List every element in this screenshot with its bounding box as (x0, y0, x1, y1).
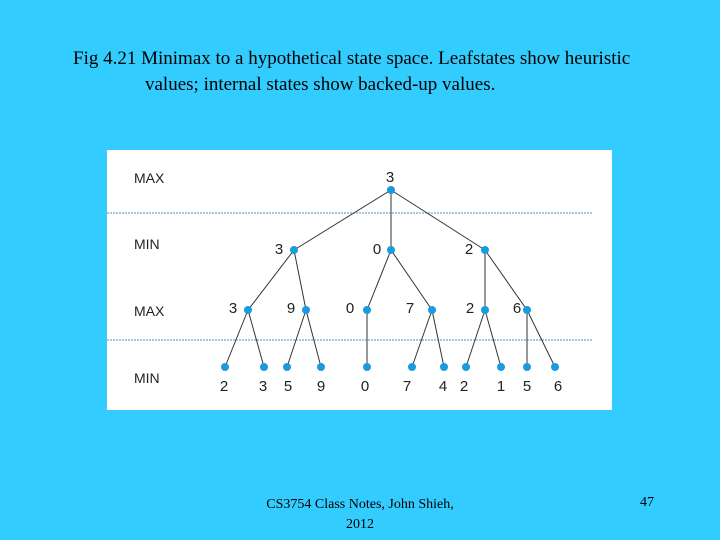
value-leaf: 2 (459, 378, 469, 395)
value-min-3: 2 (464, 241, 474, 258)
level-label-max-2: MAX (134, 303, 165, 319)
node-leaf (221, 363, 229, 371)
value-min-2: 0 (372, 241, 382, 258)
node-max-4 (428, 306, 436, 314)
node-leaf (260, 363, 268, 371)
value-leaf: 0 (360, 378, 370, 395)
value-max-5: 2 (465, 300, 475, 317)
node-min-3 (481, 246, 489, 254)
node-min-1 (290, 246, 298, 254)
node-root (387, 186, 395, 194)
node-leaf (317, 363, 325, 371)
footer-source-line-2: 2012 (346, 517, 374, 532)
node-leaf (408, 363, 416, 371)
slide-caption (73, 46, 693, 98)
slide-number: 47 (640, 495, 654, 510)
value-leaf: 3 (258, 378, 268, 395)
value-leaf: 7 (402, 378, 412, 395)
minimax-tree (107, 150, 612, 410)
node-min-2 (387, 246, 395, 254)
value-leaf: 2 (219, 378, 229, 395)
footer-source (258, 495, 462, 535)
footer-source-line-1: CS3754 Class Notes, John Shieh, (266, 497, 454, 512)
node-max-2 (302, 306, 310, 314)
level-label-max-1: MAX (134, 170, 165, 186)
minimax-figure (107, 150, 612, 410)
value-leaf: 6 (553, 378, 563, 395)
value-min-1: 3 (274, 241, 284, 258)
node-max-5 (481, 306, 489, 314)
value-max-2: 9 (286, 300, 296, 317)
caption-line-1: Fig 4.21 Minimax to a hypothetical state space. Leafstates show heuristic (73, 48, 631, 69)
node-max-6 (523, 306, 531, 314)
value-max-1: 3 (228, 300, 238, 317)
value-root: 3 (385, 169, 395, 186)
node-max-3 (363, 306, 371, 314)
node-leaf (551, 363, 559, 371)
value-leaf: 9 (316, 378, 326, 395)
node-max-1 (244, 306, 252, 314)
node-leaf (440, 363, 448, 371)
level-label-min-2: MIN (134, 370, 160, 386)
value-leaf: 4 (438, 378, 448, 395)
value-max-6: 6 (512, 300, 522, 317)
node-leaf (497, 363, 505, 371)
value-leaf: 5 (283, 378, 293, 395)
value-max-3: 0 (345, 300, 355, 317)
value-max-4: 7 (405, 300, 415, 317)
node-leaf (363, 363, 371, 371)
node-leaf (283, 363, 291, 371)
node-leaf (523, 363, 531, 371)
value-leaf: 5 (522, 378, 532, 395)
caption-line-2: values; internal states show backed-up values. (145, 74, 496, 95)
node-leaf (462, 363, 470, 371)
level-label-min-1: MIN (134, 236, 160, 252)
value-leaf: 1 (496, 378, 506, 395)
